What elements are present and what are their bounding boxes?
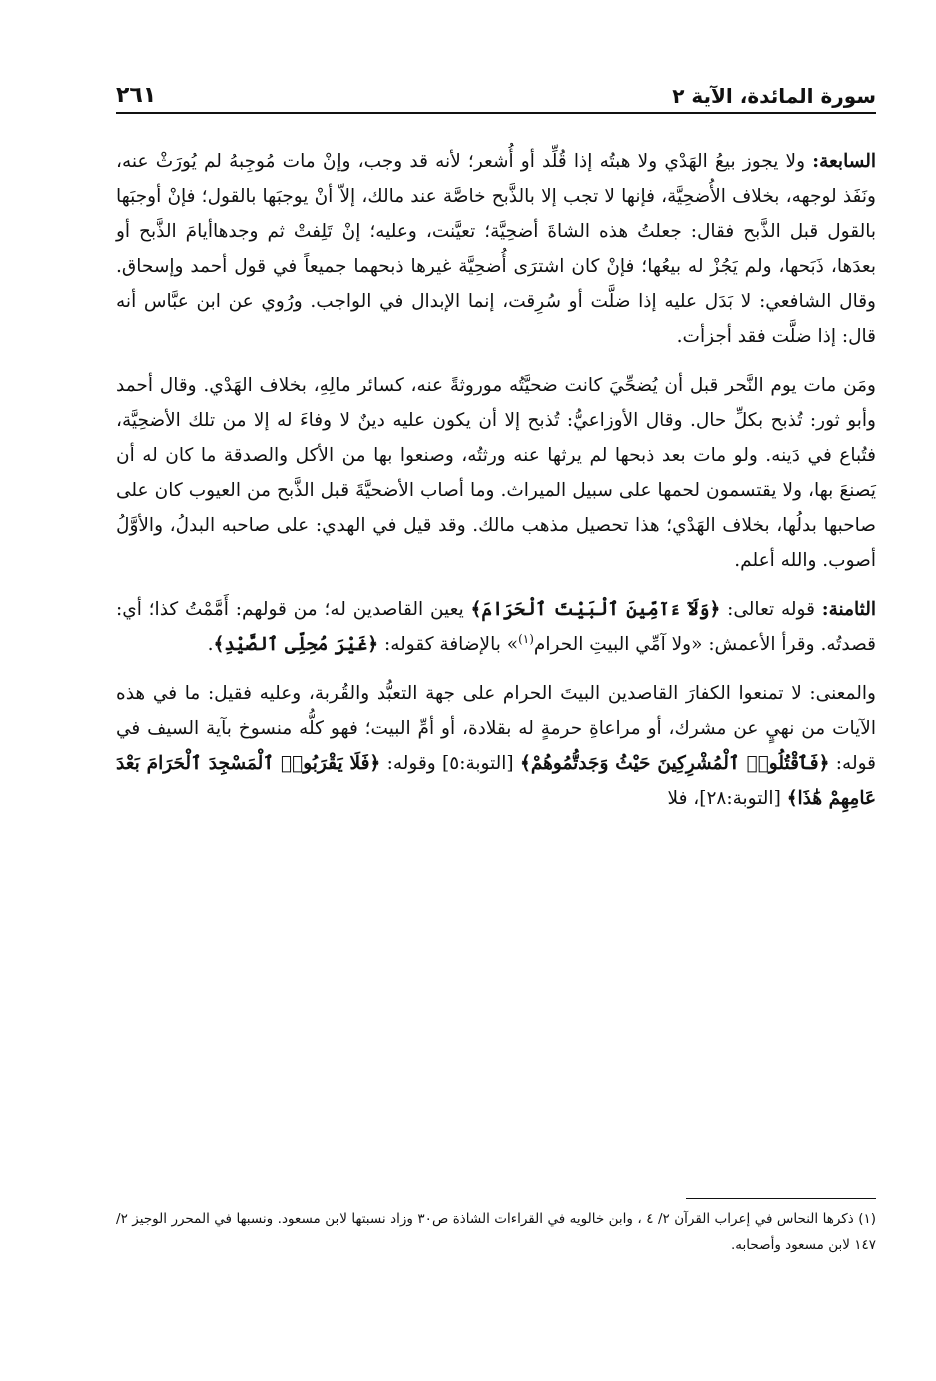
running-header xyxy=(116,70,876,108)
paragraph-inheritance xyxy=(116,368,876,578)
paragraph-text: ومَن مات يوم النَّحر قبل أن يُضحِّيَ كانت ضحيَّتُه موروثةً عنه، كسائر مالِهِ، بخلاف الهَدْي. وقال أحمد وأبو ثور: تُذبح بكلِّ حال. وقال الأوزاعيُّ: تُذبح إلا أن يكون عليه دينٌ لا وفاءَ له إلا من تلك الأضحِيَّة، فتُباع في دَينه. ولو مات بعد ذبحها لم يرثها عنه ورثتُه، وصنعوا بها من الأكل والصدقة ما كان له أن يَصنعَ بها، ولا يقتسمون لحمها على سبيل الميراث. وما أصاب الأضحيَّةَ قبل الذَّبح من العيوب كان على صاحبها بدلُها، بخلاف الهَدْي؛ هذا تحصيل مذهب مالك. وقد قيل في الهدي: على صاحبه البدلُ، والأوَّلُ أصوب. والله أعلم. xyxy=(116,375,876,571)
paragraph-text: [التوبة:٥] وقوله: xyxy=(386,753,514,774)
quran-quote: ﴿وَلَآ ءَآمِّينَ ٱلْبَيْتَ ٱلْحَرَامَ﴾ xyxy=(470,599,721,620)
footnote-ref: (١) xyxy=(518,631,534,646)
paragraph-text: قوله تعالى: xyxy=(727,599,815,620)
header-rule xyxy=(116,112,876,114)
section-term: السابعة: xyxy=(812,151,876,172)
paragraph-text: يعين القاصدين له؛ من قولهم: أَمَّمْتُ كذا؛ أي: قصدتُه. وقرأ الأعمش: «ولا آمِّي البيتِ الحرام xyxy=(116,599,876,655)
page-number: ٢٦١ xyxy=(116,83,157,108)
footnotes xyxy=(116,1206,876,1258)
main-text xyxy=(116,144,876,830)
paragraph-seventh xyxy=(116,144,876,354)
footnote: (١) ذكرها النحاس في إعراب القرآن ٢/ ٤ ، وابن خالويه في القراءات الشاذة ص٣٠ وزاد نسبتها لابن مسعود. ونسبها في المحرر الوجيز ٢/ ١٤٧ لابن مسعود وأصحابه. xyxy=(116,1211,877,1253)
footnote-rule xyxy=(686,1198,876,1199)
paragraph-eighth xyxy=(116,592,876,662)
section-term: الثامنة: xyxy=(821,599,876,620)
paragraph-text: » بالإضافة كقوله: xyxy=(384,634,519,655)
paragraph-text: . xyxy=(207,634,214,655)
quran-quote: ﴿فَٱقْتُلُوا۟ ٱلْمُشْرِكِينَ حَيْثُ وَجَدتُّمُوهُمْ﴾ xyxy=(520,753,830,774)
paragraph-meaning xyxy=(116,676,876,816)
quran-quote: ﴿فَلَا يَقْرَبُوا۟ ٱلْمَسْجِدَ ٱلْحَرَامَ بَعْدَ عَامِهِمْ هَٰذَا﴾ xyxy=(116,753,876,809)
paragraph-text: [التوبة:٢٨]، فلا xyxy=(667,788,781,809)
quran-quote: ﴿غَيْرَ مُحِلِّى ٱلصَّيْدِ﴾ xyxy=(213,634,379,655)
paragraph-text: والمعنى: لا تمنعوا الكفارَ القاصدين البيتَ الحرام على جهة التعبُّد والقُربة، وعليه فقيل: ما في هذه الآيات من نهيٍ عن مشرك، أو مراعاةِ حرمةٍ له بقلادة، أو أمِّ البيت؛ فهو كلُّه منسوخ بآية السيف في قوله: xyxy=(116,683,876,774)
running-header-title: سورة المائدة، الآية ٢ xyxy=(672,84,876,108)
paragraph-text: ولا يجوز بيعُ الهَدْي ولا هبتُه إذا قُلِّد أو أُشعر؛ لأنه قد وجب، وإنْ مات مُوجِبهُ لم يُورَثْ عنه، ونَفَذ لوجهه، بخلاف الأُضحِيَّة، فإنها لا تجب إلا بالذَّبح خاصَّة عند مالك، إلاّ أنْ يوجبَها بالقول؛ فإنْ أوجبَها بالقول قبل الذَّبح فقال: جعلتُ هذه الشاةَ أضحِيَّة؛ تعيَّنت، وعليه؛ إنْ تَلِفتْ ثم وجدهاأيامَ الذَّبح أو بعدَها، ذَبَحها، ولم يَجُزْ له بيعُها؛ فإنْ كان اشترَى أُضحِيَّة غيرها ذبحهما جميعاً في قول أحمد وإسحاق. وقال الشافعي: لا بَدَل عليه إذا ضلَّت أو سُرِقت، إنما الإبدال في الواجب. ورُوي عن ابن عبَّاس أنه قال: إذا ضلَّت فقد أجزأت. xyxy=(116,151,876,347)
